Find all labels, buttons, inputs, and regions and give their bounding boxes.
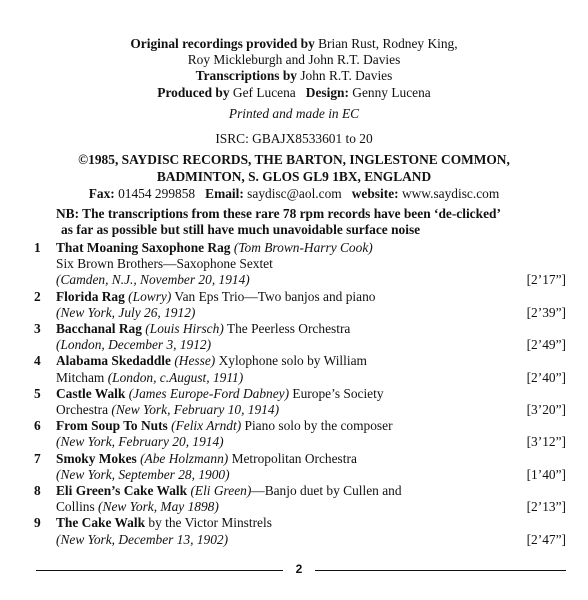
- track-recording-place: (New York, February 10, 1914): [111, 402, 280, 418]
- track-number: 7: [34, 450, 41, 466]
- track-duration: [2’47”]: [526, 531, 566, 547]
- track-duration: [2’39”]: [526, 304, 566, 320]
- track-line-2: [56, 256, 506, 272]
- copyright-address: [0, 152, 588, 185]
- track-list: [0, 240, 588, 548]
- track-item: [0, 418, 588, 450]
- track-item: [0, 240, 588, 289]
- credits-block: [0, 36, 588, 101]
- track-performer: The Peerless Orchestra: [223, 321, 351, 337]
- nb-note: [56, 206, 576, 238]
- track-composer: (Felix Arndt): [171, 418, 242, 434]
- track-title: That Moaning Saxophone Rag: [56, 240, 231, 255]
- track-line-2: [56, 467, 506, 483]
- track-body: [56, 321, 506, 353]
- track-composer: (Abe Holzmann): [140, 450, 229, 466]
- contact-line: Fax: 01454 299858 Email: saydisc@aol.com website: www.saydisc.com: [88, 186, 500, 201]
- track-title: Smoky Mokes: [56, 450, 137, 466]
- track-line-2: [56, 402, 506, 418]
- credits-production: Produced by Gef Lucena Design: Genny Lucena: [157, 84, 431, 100]
- track-title: Eli Green’s Cake Walk: [56, 483, 188, 499]
- track-line-1: [56, 451, 506, 467]
- track-duration: [3’20”]: [526, 402, 566, 418]
- track-line-2: [56, 532, 506, 548]
- track-title: Castle Walk: [56, 385, 126, 401]
- track-performer-cont: Orchestra: [56, 402, 112, 418]
- track-recording-place: (New York, December 13, 1902): [56, 531, 229, 547]
- printed-notice: Printed and made in EC: [228, 106, 360, 121]
- track-performer-cont: Collins: [56, 499, 99, 515]
- credits-recordings-line-2: Roy Mickleburgh and John R.T. Davies: [187, 52, 401, 68]
- track-item: [0, 321, 588, 353]
- page-footer: [36, 562, 566, 578]
- track-number: 1: [34, 240, 41, 255]
- track-title: From Soup To Nuts: [56, 418, 168, 434]
- track-line-2: [56, 370, 506, 386]
- track-line-2: [56, 499, 506, 515]
- track-duration: [2’17”]: [526, 272, 566, 288]
- track-item: [0, 483, 588, 515]
- track-composer: (Hesse): [174, 353, 216, 369]
- email-address: saydisc@aol.com: [243, 186, 342, 201]
- track-body: [56, 515, 506, 547]
- track-title: Alabama Skedaddle: [56, 353, 171, 369]
- track-body: [56, 289, 506, 321]
- track-line-1: [56, 483, 506, 499]
- fax-number: 01454 299858: [114, 186, 196, 201]
- track-body: [56, 240, 506, 289]
- track-number: 8: [34, 483, 41, 499]
- track-composer: (Eli Green): [190, 483, 252, 499]
- track-performer-cont: Six Brown Brothers—Saxophone Sextet: [56, 256, 273, 272]
- track-number: 9: [34, 515, 41, 531]
- track-duration: [3’12”]: [526, 434, 566, 450]
- nb-line-1: NB: The transcriptions from these rare 78 rpm records have been ‘de-clicked’: [56, 206, 501, 221]
- track-performer: Europe’s Society: [289, 385, 384, 401]
- track-line-1: [56, 321, 506, 337]
- track-line-1: [56, 418, 506, 434]
- track-body: [56, 483, 506, 515]
- track-performer: by the Victor Minstrels: [145, 515, 272, 531]
- footer-rule-right: [315, 570, 566, 571]
- track-number: 4: [34, 353, 41, 369]
- track-item: [0, 289, 588, 321]
- track-item: [0, 353, 588, 385]
- nb-line-2: as far as possible but still have much unavoidable surface noise: [61, 222, 421, 237]
- page-number: 2: [295, 562, 303, 576]
- track-recording-place: (New York, September 28, 1900): [56, 466, 230, 482]
- track-performer-cont: Mitcham: [56, 369, 108, 385]
- track-duration: [2’40”]: [526, 369, 566, 385]
- track-line-1: [56, 386, 506, 402]
- track-body: [56, 451, 506, 483]
- track-performer: Xylophone solo by William: [215, 353, 367, 369]
- track-number: 2: [34, 288, 41, 304]
- track-line-3: [56, 272, 506, 288]
- track-title: Bacchanal Rag: [56, 321, 142, 337]
- track-composer: (Louis Hirsch): [145, 321, 224, 337]
- track-number: 5: [34, 385, 41, 401]
- isrc-code: ISRC: GBAJX8533601 to 20: [215, 131, 373, 146]
- website-address: www.saydisc.com: [398, 186, 500, 201]
- credits-recordings-line-1: Original recordings provided by Brian Rust, Rodney King,: [130, 36, 458, 51]
- track-body: [56, 353, 506, 385]
- track-performer: Metropolitan Orchestra: [228, 450, 357, 466]
- track-line-1: [56, 353, 506, 369]
- track-recording-place: (London, c.August, 1911): [107, 369, 244, 385]
- track-performer: —Banjo duet by Cullen and: [251, 483, 402, 499]
- track-duration: [2’49”]: [526, 337, 566, 353]
- track-number: 3: [34, 321, 41, 337]
- copyright-line-2: BADMINTON, S. GLOS GL9 1BX, ENGLAND: [156, 168, 432, 184]
- track-line-2: [56, 337, 506, 353]
- track-composer: (Tom Brown-Harry Cook): [233, 240, 373, 255]
- track-composer: (Lowry): [128, 288, 172, 304]
- track-line-2: [56, 434, 506, 450]
- track-number: 6: [34, 418, 41, 434]
- track-recording-place: (New York, July 26, 1912): [56, 304, 196, 320]
- track-recording-place: (Camden, N.J., November 20, 1914): [56, 272, 250, 288]
- track-composer: (James Europe-Ford Dabney): [128, 385, 290, 401]
- track-performer: Van Eps Trio—Two banjos and piano: [171, 288, 376, 304]
- credits-transcriptions: Transcriptions by John R.T. Davies: [195, 68, 393, 84]
- track-body: [56, 418, 506, 450]
- copyright-line-1: ©1985, SAYDISC RECORDS, THE BARTON, INGLESTONE COMMON,: [78, 152, 510, 167]
- track-line-1: [56, 289, 506, 305]
- track-line-1: [56, 515, 506, 531]
- track-recording-place: (New York, May 1898): [98, 499, 219, 515]
- track-performer: Piano solo by the composer: [241, 418, 393, 434]
- track-item: [0, 386, 588, 418]
- track-item: [0, 515, 588, 547]
- track-recording-place: (London, December 3, 1912): [56, 337, 212, 353]
- track-title: The Cake Walk: [56, 515, 146, 531]
- track-title: Florida Rag: [56, 288, 125, 304]
- track-duration: [2’13”]: [526, 499, 566, 515]
- track-item: [0, 451, 588, 483]
- track-body: [56, 386, 506, 418]
- track-duration: [1’40”]: [526, 466, 566, 482]
- track-line-2: [56, 305, 506, 321]
- track-line-1: [56, 240, 506, 256]
- footer-rule-left: [36, 570, 283, 571]
- track-recording-place: (New York, February 20, 1914): [56, 434, 224, 450]
